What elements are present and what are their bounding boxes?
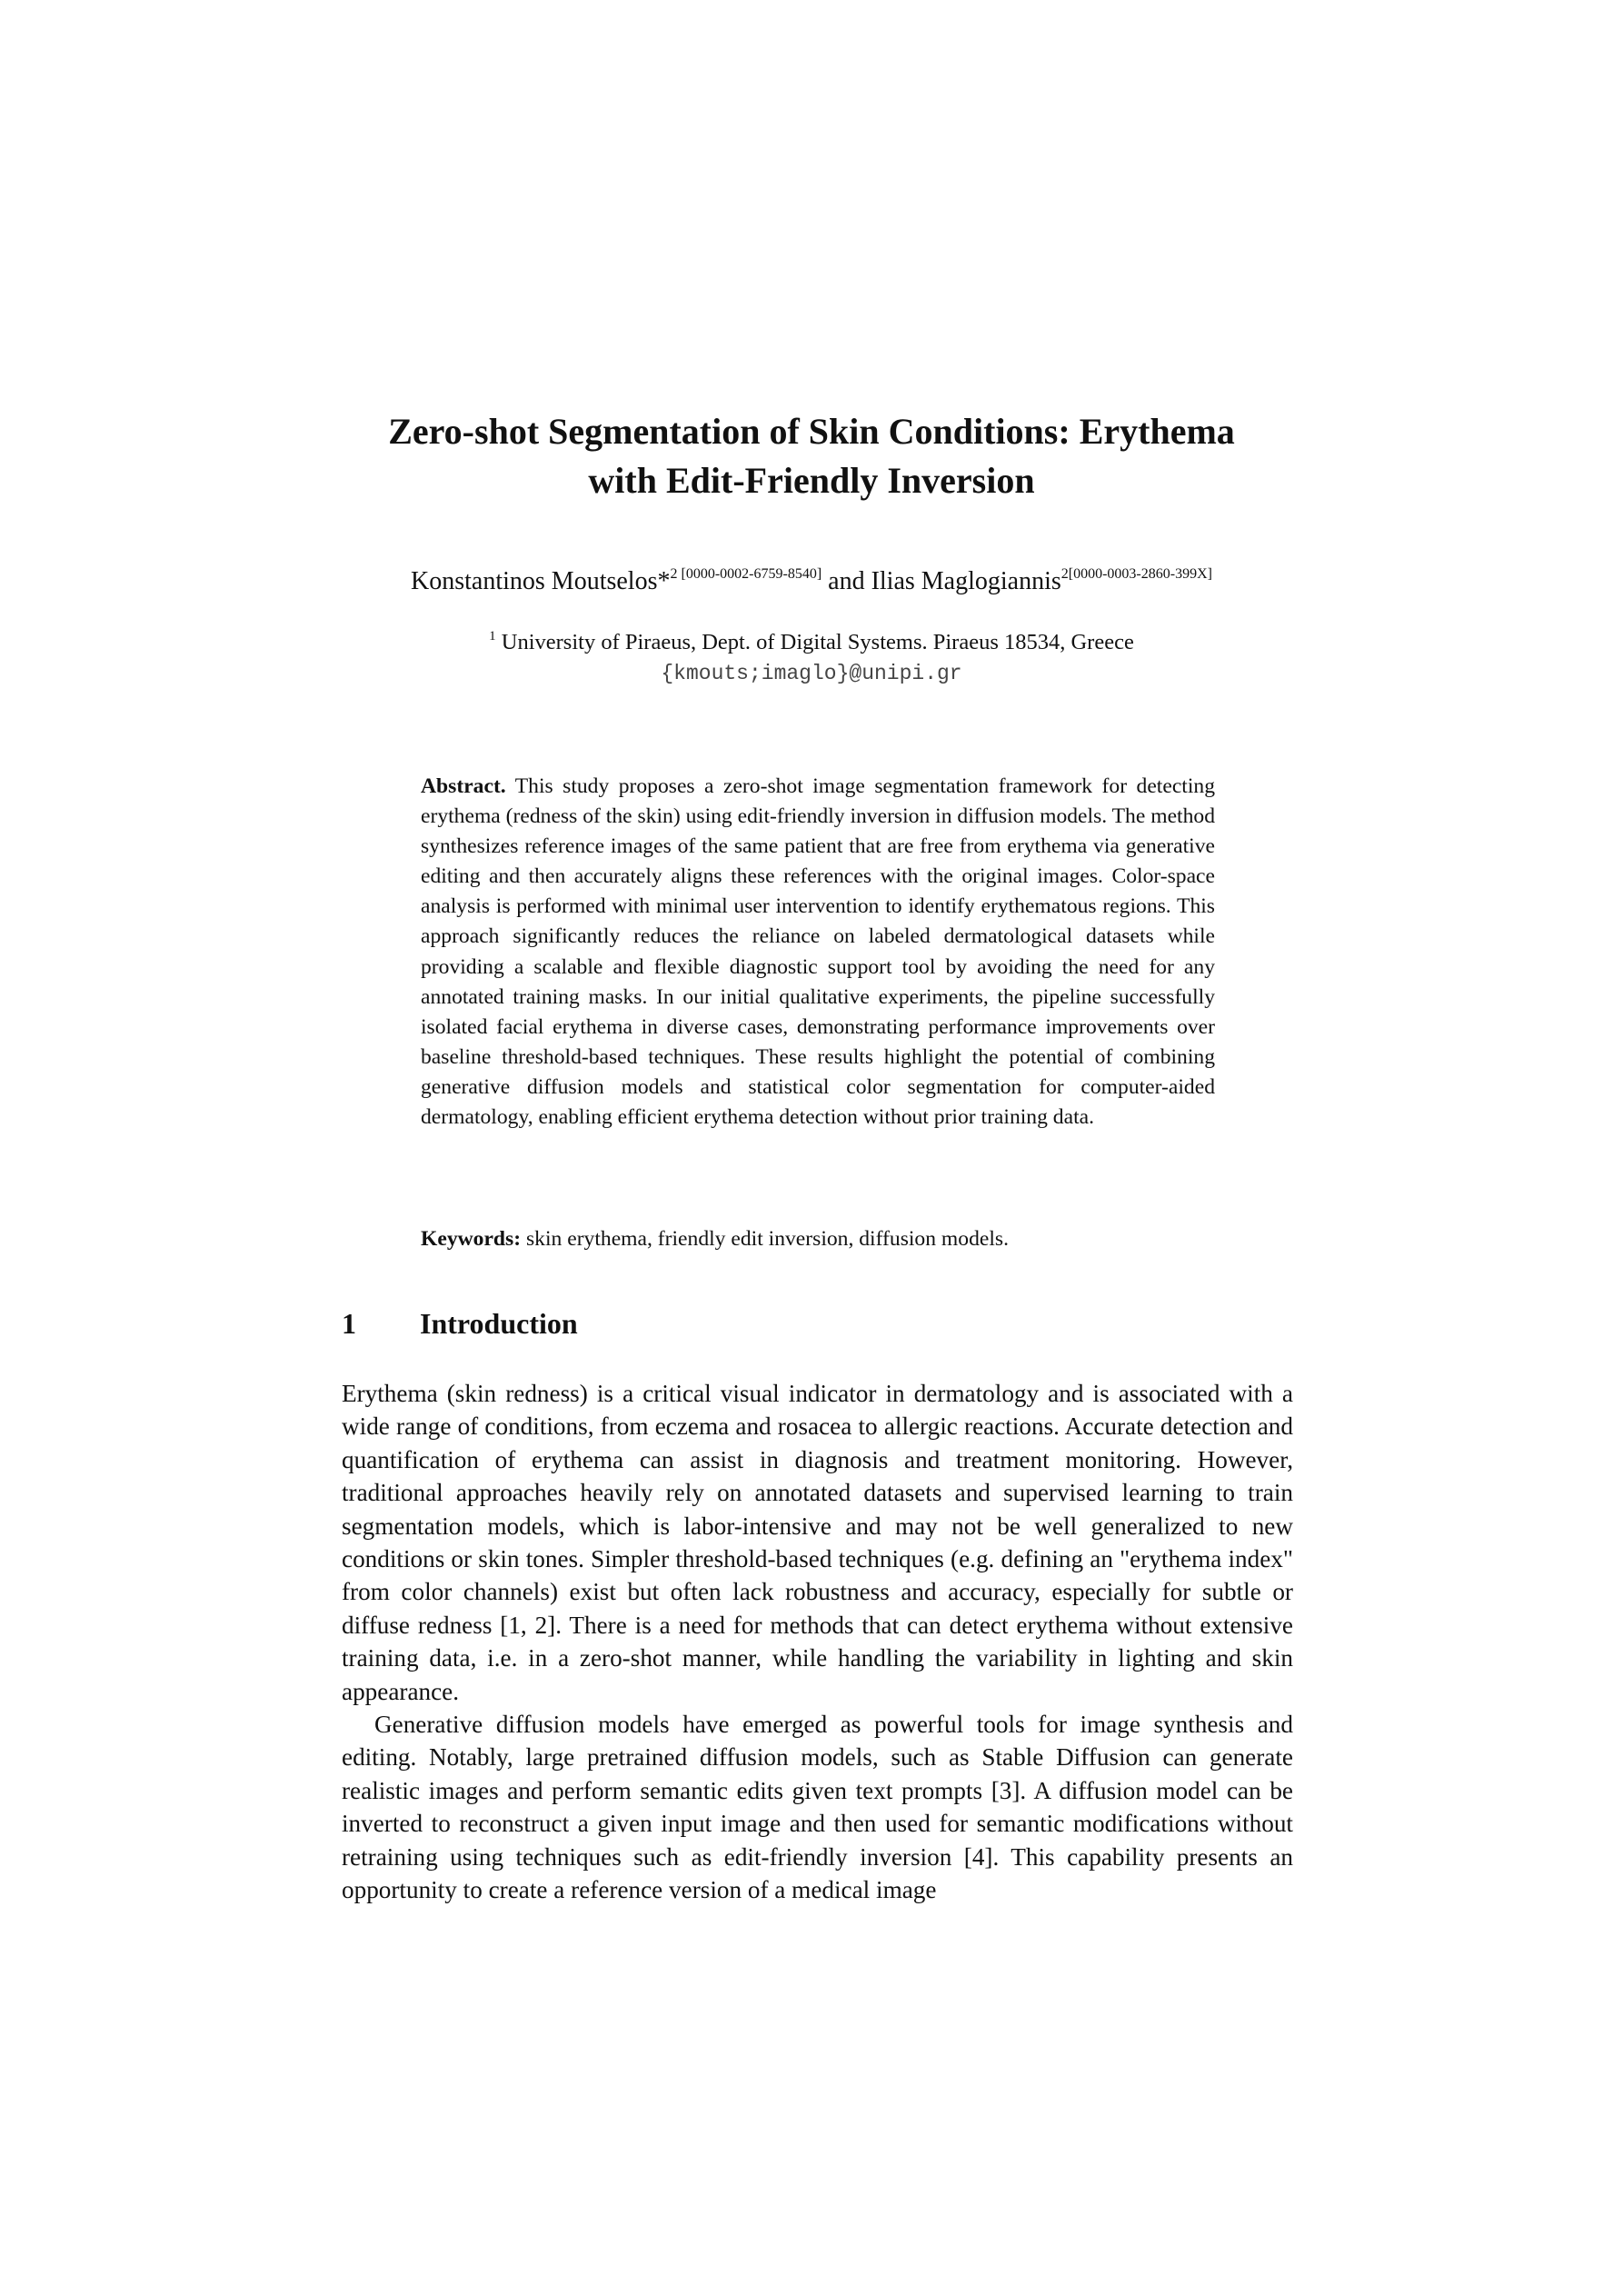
author-2-orcid: 2[0000-0003-2860-399X] bbox=[1060, 566, 1212, 582]
abstract-label: Abstract. bbox=[421, 774, 506, 798]
keywords bbox=[421, 1224, 1215, 1254]
author-list bbox=[273, 564, 1350, 600]
section-heading-introduction bbox=[342, 1303, 578, 1343]
affiliation-text: University of Piraeus, Dept. of Digital Systems. Piraeus 18534, Greece bbox=[495, 630, 1134, 654]
keywords-text: skin erythema, friendly edit inversion, diffusion models. bbox=[521, 1227, 1009, 1251]
paper-title bbox=[273, 407, 1350, 505]
paragraph: Generative diffusion models have emerged as powerful tools for image synthesis and editing. Notably, large pretrained diffusion models, such as Stable Diffusion can generate realistic images and perform semantic edits given text prompts [3]. A diffusion model can be inverted to reconstruct a given input image and then used for semantic modifications without retraining using techniques such as edit-friendly inversion [4]. This capability presents an opportunity to create a reference version of a medical image bbox=[342, 1711, 1293, 1904]
affiliation-block bbox=[273, 627, 1350, 689]
keywords-label: Keywords: bbox=[421, 1227, 522, 1251]
author-connector: and Ilias Maglogiannis bbox=[821, 567, 1061, 595]
abstract-text: This study proposes a zero-shot image segmentation framework for detecting erythema (redness of the skin) using edit-friendly inversion in diffusion models. The method synthesizes reference images of the same patient that are free from erythema via generative editing and then accurately aligns these references with the original images. Color-space analysis is performed with minimal user intervention to identify erythematous regions. This approach significantly reduces the reliance on labeled dermatological datasets while providing a scalable and flexible diagnostic support tool by avoiding the need for any annotated training masks. In our initial qualitative experiments, the pipeline successfully isolated facial erythema in diverse cases, demonstrating performance improvements over baseline threshold-based techniques. These results highlight the potential of combining generative diffusion models and statistical color segmentation for computer-aided dermatology, enabling efficient erythema detection without prior training data. bbox=[421, 774, 1215, 1130]
author-1-name: Konstantinos Moutselos* bbox=[411, 567, 671, 595]
abstract bbox=[421, 772, 1215, 1133]
paper-title-line-2: with Edit-Friendly Inversion bbox=[588, 460, 1035, 501]
author-email: {kmouts;imaglo}@unipi.gr bbox=[661, 662, 962, 685]
paragraph: Erythema (skin redness) is a critical visual indicator in dermatology and is associated with a wide range of conditions, from eczema and rosacea to allergic reactions. Accurate detection and quantification of erythema can assist in diagnosis and treatment monitoring. However, traditional approaches heavily rely on annotated datasets and supervised learning to train segmentation models, which is labor-intensive and may not be well generalized to new conditions or skin tones. Simpler threshold-based techniques (e.g. defining an "erythema index" from color channels) exist but often lack robustness and accuracy, especially for subtle or diffuse redness [1, 2]. There is a need for methods that can detect erythema without extensive training data, i.e. in a zero-shot manner, while handling the variability in lighting and skin appearance. bbox=[342, 1380, 1293, 1705]
paper-title-line-1: Zero-shot Segmentation of Skin Conditions: Erythema bbox=[388, 411, 1235, 452]
affiliation-marker: 1 bbox=[489, 629, 496, 644]
section-number: 1 bbox=[342, 1307, 356, 1340]
introduction-body bbox=[342, 1377, 1293, 1907]
section-title: Introduction bbox=[420, 1307, 578, 1340]
affiliation-line bbox=[273, 627, 1350, 658]
author-1-orcid: 2 [0000-0002-6759-8540] bbox=[670, 566, 822, 582]
